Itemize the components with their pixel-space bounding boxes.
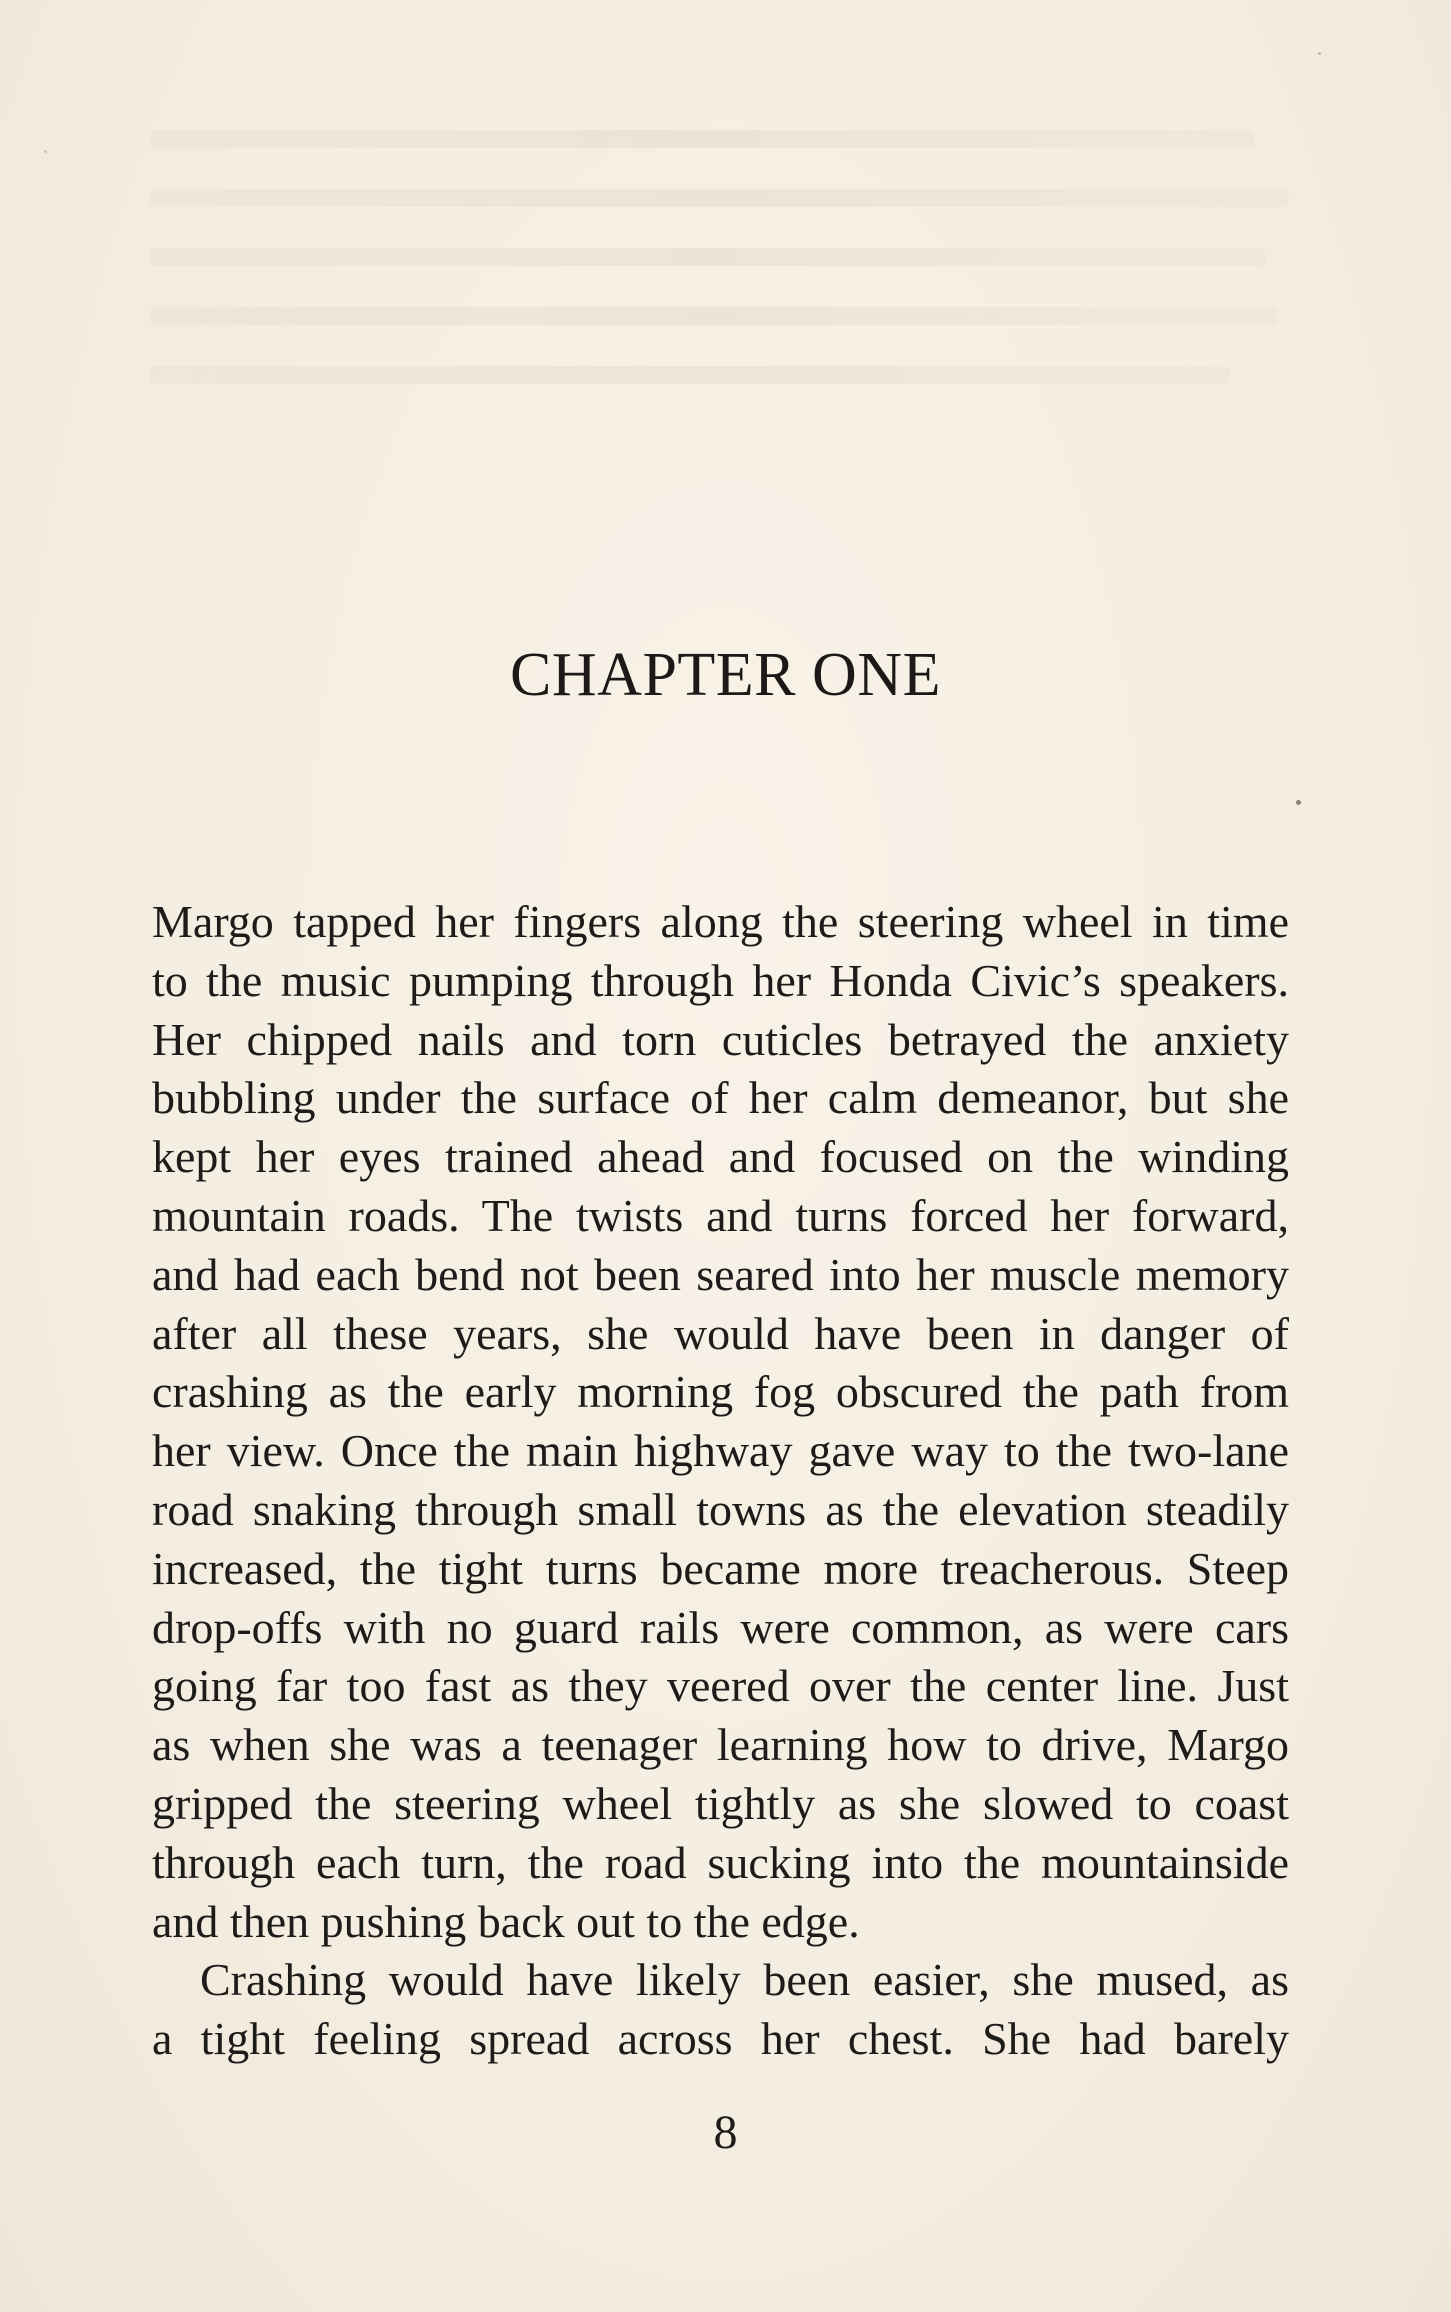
text-line: going far too fast as they veered over the center line. Just	[152, 1660, 1289, 1712]
text-line: as when she was a teenager learning how to drive, Margo	[152, 1719, 1289, 1771]
text-line: after all these years, she would have been in danger of	[152, 1307, 1289, 1359]
text-line: to the music pumping through her Honda Civic’s speakers.	[152, 954, 1289, 1006]
chapter-body-text	[152, 893, 1289, 2069]
text-line: Crashing would have likely been easier, she mused, as	[200, 1954, 1289, 2006]
paper-speck	[1296, 800, 1301, 805]
reverse-side-show-through	[150, 130, 1300, 425]
text-line: increased, the tight turns became more treacherous. Steep	[152, 1542, 1289, 1594]
text-line: road snaking through small towns as the elevation steadily	[152, 1483, 1289, 1535]
text-line: Her chipped nails and torn cuticles betrayed the anxiety	[152, 1013, 1289, 1065]
chapter-title: CHAPTER ONE	[510, 641, 941, 709]
paper-speck	[1318, 52, 1321, 55]
text-line: through each turn, the road sucking into the mountainside	[152, 1836, 1289, 1888]
text-line: crashing as the early morning fog obscured the path from	[152, 1366, 1289, 1418]
text-line: mountain roads. The twists and turns forced her forward,	[152, 1189, 1289, 1241]
text-line: her view. Once the main highway gave way to the two-lane	[152, 1425, 1289, 1477]
text-line: Margo tapped her fingers along the steering wheel in time	[152, 896, 1289, 947]
text-line: and had each bend not been seared into her muscle memory	[152, 1248, 1289, 1300]
text-line: bubbling under the surface of her calm demeanor, but she	[152, 1072, 1289, 1124]
paper-speck	[44, 150, 47, 153]
text-line: a tight feeling spread across her chest. She had barely	[152, 2013, 1289, 2065]
text-line: drop-offs with no guard rails were common, as were cars	[152, 1601, 1289, 1653]
page-number: 8	[713, 2106, 738, 2159]
text-line: gripped the steering wheel tightly as she slowed to coast	[152, 1777, 1289, 1829]
text-line: and then pushing back out to the edge.	[152, 1895, 860, 1947]
text-line: kept her eyes trained ahead and focused on the winding	[152, 1131, 1289, 1183]
